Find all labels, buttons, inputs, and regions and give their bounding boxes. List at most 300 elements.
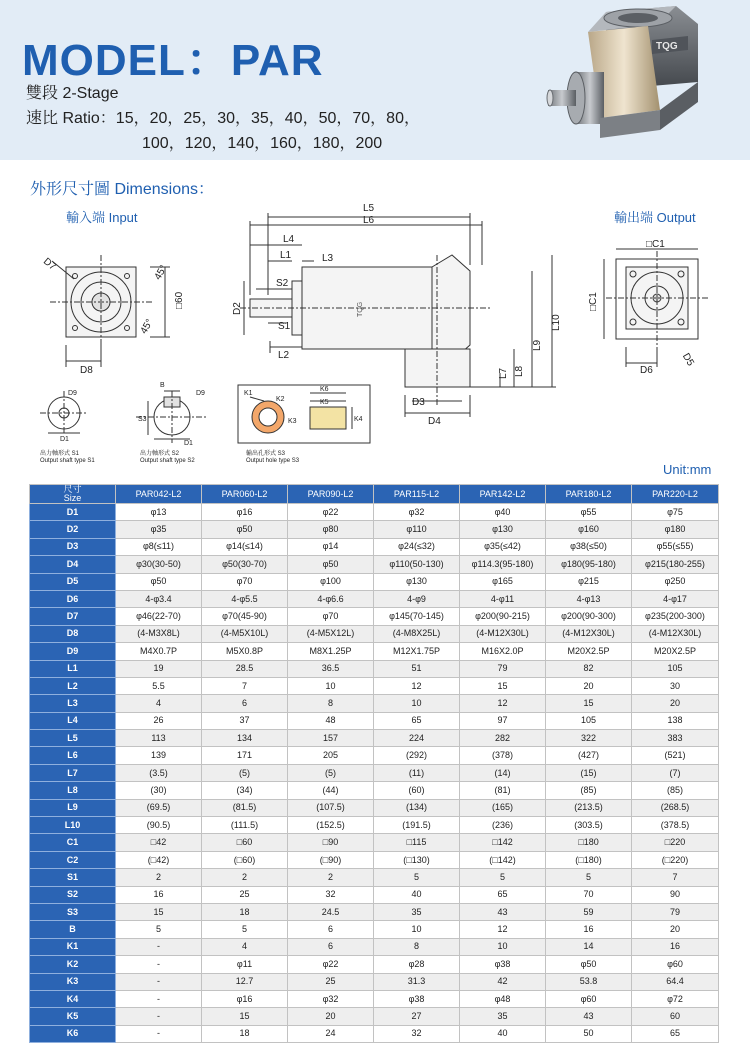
table-cell: (□90) (288, 851, 374, 868)
s3-label-k4: K4 (354, 416, 363, 423)
table-cell: □180 (546, 834, 632, 851)
table-row (30, 504, 719, 521)
table-cell: (□142) (460, 851, 546, 868)
table-cell: φ38 (460, 956, 546, 973)
table-cell: (4-M12X30L) (546, 625, 632, 642)
table-cell: φ32 (288, 990, 374, 1007)
table-cell: 60 (632, 1008, 719, 1025)
row-label: K6 (30, 1025, 116, 1042)
table-cell: (268.5) (632, 799, 719, 816)
table-cell: 79 (460, 660, 546, 677)
table-cell: φ75 (632, 504, 719, 521)
table-cell: - (116, 973, 202, 990)
table-cell: 134 (202, 730, 288, 747)
table-cell: (236) (460, 817, 546, 834)
table-cell: (81) (460, 782, 546, 799)
column-header: PAR115-L2 (374, 485, 460, 504)
dim-label-d7: D7 (40, 256, 58, 273)
table-cell: 30 (632, 677, 719, 694)
s2-caption-en: Output shaft type S2 (140, 458, 195, 464)
table-cell: (15) (546, 764, 632, 781)
table-cell: 139 (116, 747, 202, 764)
s2-label-s3: S3 (138, 416, 147, 423)
table-cell: (4-M12X30L) (460, 625, 546, 642)
table-cell: φ55 (546, 504, 632, 521)
row-label: C1 (30, 834, 116, 851)
table-cell: 171 (202, 747, 288, 764)
dim-label-d3: D3 (412, 397, 425, 408)
table-row (30, 886, 719, 903)
table-cell: 4-φ13 (546, 590, 632, 607)
table-cell: φ22 (288, 504, 374, 521)
table-cell: 18 (202, 903, 288, 920)
table-cell: φ30(30-50) (116, 556, 202, 573)
table-cell: 7 (632, 869, 719, 886)
table-cell: □42 (116, 834, 202, 851)
table-cell: (4-M8X25L) (374, 625, 460, 642)
table-cell: 65 (374, 712, 460, 729)
table-cell: 20 (632, 921, 719, 938)
table-cell: 43 (546, 1008, 632, 1025)
table-cell: 36.5 (288, 660, 374, 677)
table-cell: (90.5) (116, 817, 202, 834)
table-cell: 7 (202, 677, 288, 694)
row-label: K2 (30, 956, 116, 973)
table-cell: φ100 (288, 573, 374, 590)
table-cell: φ130 (460, 521, 546, 538)
row-label: L6 (30, 747, 116, 764)
dim-label-d2: D2 (232, 302, 243, 315)
dimensions-title: 外形尺寸圖 Dimensions： (30, 181, 215, 198)
table-row (30, 921, 719, 938)
shaft-type-s1 (40, 391, 88, 435)
table-cell: (191.5) (374, 817, 460, 834)
row-label: L4 (30, 712, 116, 729)
input-flange-view (50, 255, 170, 367)
table-cell: □142 (460, 834, 546, 851)
dim-label-s1: S1 (278, 321, 291, 332)
dim-label-l6: L6 (363, 215, 375, 226)
table-cell: 4-φ17 (632, 590, 719, 607)
table-cell: φ250 (632, 573, 719, 590)
table-cell: φ180(95-180) (546, 556, 632, 573)
table-cell: 5 (460, 869, 546, 886)
table-cell: 65 (632, 1025, 719, 1042)
table-body (30, 504, 719, 1043)
table-cell: 15 (202, 1008, 288, 1025)
table-cell: (4-M12X30L) (632, 625, 719, 642)
table-cell: 43 (460, 903, 546, 920)
dim-label-d5: D5 (679, 351, 696, 369)
table-cell: φ70 (202, 573, 288, 590)
table-cell: □90 (288, 834, 374, 851)
column-header: PAR060-L2 (202, 485, 288, 504)
row-label: L8 (30, 782, 116, 799)
table-cell: φ22 (288, 956, 374, 973)
table-cell: 12 (374, 677, 460, 694)
table-cell: 79 (632, 903, 719, 920)
shaft-type-s2 (136, 391, 208, 443)
table-cell: (427) (546, 747, 632, 764)
table-cell: M20X2.5P (632, 643, 719, 660)
table-cell: 18 (202, 1025, 288, 1042)
table-cell: 113 (116, 730, 202, 747)
table-cell: φ215(180-255) (632, 556, 719, 573)
table-cell: 224 (374, 730, 460, 747)
table-cell: (81.5) (202, 799, 288, 816)
table-cell: (□220) (632, 851, 719, 868)
table-cell: φ110(50-130) (374, 556, 460, 573)
table-cell: (3.5) (116, 764, 202, 781)
table-cell: (4-M3X8L) (116, 625, 202, 642)
row-label: S2 (30, 886, 116, 903)
table-row (30, 556, 719, 573)
table-cell: (292) (374, 747, 460, 764)
table-cell: 14 (546, 938, 632, 955)
corner-top: 尺寸 (63, 484, 82, 494)
table-row (30, 851, 719, 868)
table-cell: φ70(45-90) (202, 608, 288, 625)
table-cell: 20 (632, 695, 719, 712)
table-corner-cell (30, 485, 116, 504)
table-cell: φ200(90-300) (546, 608, 632, 625)
table-cell: M12X1.75P (374, 643, 460, 660)
table-cell: M4X0.7P (116, 643, 202, 660)
dim-label-l7: L7 (498, 367, 509, 379)
table-cell: 4-φ6.6 (288, 590, 374, 607)
table-cell: 10 (374, 695, 460, 712)
row-label: L2 (30, 677, 116, 694)
table-cell: (44) (288, 782, 374, 799)
table-cell: (4-M5X10L) (202, 625, 288, 642)
table-cell: (165) (460, 799, 546, 816)
table-cell: 4 (116, 695, 202, 712)
table-cell: 6 (288, 921, 374, 938)
table-cell: 12.7 (202, 973, 288, 990)
table-cell: 5 (202, 921, 288, 938)
output-end-label: 輸出端 Output (614, 210, 696, 225)
table-cell: 26 (116, 712, 202, 729)
table-cell: φ14(≤14) (202, 538, 288, 555)
table-row (30, 764, 719, 781)
table-cell: 10 (374, 921, 460, 938)
output-flange-view (604, 249, 708, 367)
table-cell: 15 (460, 677, 546, 694)
table-cell: 12 (460, 921, 546, 938)
s1-caption-en: Output shaft type S1 (40, 458, 95, 464)
table-cell: 20 (288, 1008, 374, 1025)
table-cell: 15 (116, 903, 202, 920)
table-cell: (69.5) (116, 799, 202, 816)
s1-label-d9: D9 (68, 390, 77, 397)
table-cell: 4-φ9 (374, 590, 460, 607)
table-cell: □60 (202, 834, 288, 851)
table-cell: 16 (546, 921, 632, 938)
table-cell: 50 (546, 1025, 632, 1042)
table-cell: 40 (374, 886, 460, 903)
column-header: PAR180-L2 (546, 485, 632, 504)
row-label: K4 (30, 990, 116, 1007)
table-cell: 282 (460, 730, 546, 747)
table-cell: 15 (546, 695, 632, 712)
table-cell: 64.4 (632, 973, 719, 990)
table-cell: 70 (546, 886, 632, 903)
table-cell: □220 (632, 834, 719, 851)
table-cell: φ16 (202, 990, 288, 1007)
table-row (30, 730, 719, 747)
table-cell: (85) (546, 782, 632, 799)
dimension-drawing (0, 195, 750, 464)
table-cell: 16 (632, 938, 719, 955)
table-cell: 37 (202, 712, 288, 729)
table-cell: φ160 (546, 521, 632, 538)
table-cell: (5) (202, 764, 288, 781)
table-row (30, 695, 719, 712)
hole-type-s3 (238, 385, 370, 443)
table-cell: 28.5 (202, 660, 288, 677)
table-cell: (34) (202, 782, 288, 799)
table-cell: 20 (546, 677, 632, 694)
row-label: L5 (30, 730, 116, 747)
table-cell: M16X2.0P (460, 643, 546, 660)
table-cell: 383 (632, 730, 719, 747)
table-cell: φ50 (202, 521, 288, 538)
dim-label-l4: L4 (283, 234, 295, 245)
ratio-line-2: 100，120，140，160，180，200 (142, 135, 383, 152)
row-label: D6 (30, 590, 116, 607)
table-cell: φ13 (116, 504, 202, 521)
column-header: PAR042-L2 (116, 485, 202, 504)
table-cell: 205 (288, 747, 374, 764)
table-cell: 53.8 (546, 973, 632, 990)
input-end-label: 輸入端 Input (66, 210, 138, 225)
table-cell: (107.5) (288, 799, 374, 816)
table-cell: φ215 (546, 573, 632, 590)
side-view-body-mark: TQG (357, 301, 364, 317)
table-row (30, 521, 719, 538)
table-cell: 2 (288, 869, 374, 886)
table-cell: φ60 (632, 956, 719, 973)
table-row (30, 573, 719, 590)
table-cell: □115 (374, 834, 460, 851)
table-cell: 5 (374, 869, 460, 886)
table-row (30, 712, 719, 729)
table-cell: (111.5) (202, 817, 288, 834)
column-header: PAR142-L2 (460, 485, 546, 504)
s2-caption-cn: 出力軸形式 S2 (140, 451, 180, 457)
table-cell: φ16 (202, 504, 288, 521)
table-row (30, 608, 719, 625)
dim-label-c60: □60 (174, 291, 185, 309)
table-cell: φ55(≤55) (632, 538, 719, 555)
row-label: K3 (30, 973, 116, 990)
table-cell: 157 (288, 730, 374, 747)
table-cell: M8X1.25P (288, 643, 374, 660)
table-cell: (14) (460, 764, 546, 781)
table-cell: 10 (288, 677, 374, 694)
table-cell: (□42) (116, 851, 202, 868)
table-cell: 2 (116, 869, 202, 886)
table-cell: 4-φ11 (460, 590, 546, 607)
table-cell: 90 (632, 886, 719, 903)
table-cell: (60) (374, 782, 460, 799)
table-cell: 322 (546, 730, 632, 747)
table-cell: 138 (632, 712, 719, 729)
unit-label: Unit:mm (663, 462, 712, 477)
table-cell: φ60 (546, 990, 632, 1007)
table-cell: 51 (374, 660, 460, 677)
s3-caption-cn: 輸出孔形式 S3 (246, 451, 286, 457)
table-row (30, 817, 719, 834)
table-cell: 31.3 (374, 973, 460, 990)
row-label: L10 (30, 817, 116, 834)
table-row (30, 677, 719, 694)
row-label: D7 (30, 608, 116, 625)
s2-label-d1: D1 (184, 440, 193, 447)
table-cell: φ11 (202, 956, 288, 973)
table-cell: 4-φ3.4 (116, 590, 202, 607)
table-cell: (□130) (374, 851, 460, 868)
table-cell: φ32 (374, 504, 460, 521)
table-cell: φ50 (546, 956, 632, 973)
table-cell: - (116, 1025, 202, 1042)
dim-label-l1: L1 (280, 250, 292, 261)
dim-label-d8: D8 (80, 365, 93, 376)
dim-label-l10: L10 (551, 314, 562, 331)
table-cell: φ110 (374, 521, 460, 538)
table-cell: φ28 (374, 956, 460, 973)
row-label: S1 (30, 869, 116, 886)
table-row (30, 538, 719, 555)
table-cell: φ46(22-70) (116, 608, 202, 625)
table-cell: 4 (202, 938, 288, 955)
table-cell: M5X0.8P (202, 643, 288, 660)
row-label: S3 (30, 903, 116, 920)
table-cell: φ80 (288, 521, 374, 538)
table-cell: 25 (288, 973, 374, 990)
corner-bottom: Size (63, 493, 82, 503)
dim-label-l3: L3 (322, 253, 334, 264)
table-row (30, 660, 719, 677)
table-cell: (5) (288, 764, 374, 781)
dim-label-l2: L2 (278, 350, 290, 361)
table-cell: φ50 (116, 573, 202, 590)
dim-label-l9: L9 (532, 339, 543, 351)
s1-caption-cn: 出力軸形式 S1 (40, 451, 80, 457)
table-cell: 25 (202, 886, 288, 903)
s2-label-b: B (160, 382, 165, 389)
table-cell: 32 (288, 886, 374, 903)
table-cell: 12 (460, 695, 546, 712)
table-cell: φ72 (632, 990, 719, 1007)
dim-label-c1-top: □C1 (646, 239, 665, 250)
row-label: D9 (30, 643, 116, 660)
table-cell: 105 (546, 712, 632, 729)
s3-caption-en: Output hole type S3 (246, 458, 300, 464)
row-label: K5 (30, 1008, 116, 1025)
table-cell: - (116, 938, 202, 955)
table-cell: - (116, 990, 202, 1007)
table-cell: (11) (374, 764, 460, 781)
table-row (30, 625, 719, 642)
table-cell: 2 (202, 869, 288, 886)
row-label: L3 (30, 695, 116, 712)
table-cell: 5.5 (116, 677, 202, 694)
table-cell: 40 (460, 1025, 546, 1042)
model-title: MODEL：PAR (22, 36, 324, 85)
table-cell: φ165 (460, 573, 546, 590)
s3-label-k6: K6 (320, 386, 329, 393)
s3-label-k5: K5 (320, 399, 329, 406)
table-row (30, 869, 719, 886)
table-cell: 10 (460, 938, 546, 955)
table-cell: φ50(30-70) (202, 556, 288, 573)
table-cell: (134) (374, 799, 460, 816)
table-cell: φ235(200-300) (632, 608, 719, 625)
gearbox-product-image (548, 2, 748, 160)
stage-text: 雙段 2-Stage (26, 85, 119, 102)
table-cell: φ48 (460, 990, 546, 1007)
dim-label-45a: 45° (152, 263, 170, 282)
table-cell: 27 (374, 1008, 460, 1025)
table-cell: 16 (116, 886, 202, 903)
table-cell: φ14 (288, 538, 374, 555)
table-row (30, 782, 719, 799)
s1-label-d1: D1 (60, 436, 69, 443)
table-row (30, 1025, 719, 1042)
table-header-row (30, 485, 719, 504)
dim-label-d4: D4 (428, 416, 441, 427)
s3-label-k3: K3 (288, 418, 297, 425)
row-label: L7 (30, 764, 116, 781)
table-cell: (213.5) (546, 799, 632, 816)
table-row (30, 938, 719, 955)
table-cell: - (116, 1008, 202, 1025)
table-cell: (303.5) (546, 817, 632, 834)
table-cell: 24.5 (288, 903, 374, 920)
table-cell: φ8(≤11) (116, 538, 202, 555)
table-cell: - (116, 956, 202, 973)
dim-label-l5: L5 (363, 203, 375, 214)
row-label: D4 (30, 556, 116, 573)
table-cell: (378) (460, 747, 546, 764)
row-label: L9 (30, 799, 116, 816)
table-cell: 8 (374, 938, 460, 955)
column-header: PAR090-L2 (288, 485, 374, 504)
table-cell: φ38(≤50) (546, 538, 632, 555)
table-row (30, 834, 719, 851)
row-label: B (30, 921, 116, 938)
table-row (30, 956, 719, 973)
table-row (30, 799, 719, 816)
dim-label-d6: D6 (640, 365, 653, 376)
table-row (30, 1008, 719, 1025)
table-cell: (□180) (546, 851, 632, 868)
row-label: K1 (30, 938, 116, 955)
table-cell: φ35 (116, 521, 202, 538)
table-row (30, 903, 719, 920)
table-cell: 35 (460, 1008, 546, 1025)
table-cell: (521) (632, 747, 719, 764)
table-cell: 4-φ5.5 (202, 590, 288, 607)
table-cell: 35 (374, 903, 460, 920)
row-label: D8 (30, 625, 116, 642)
table-cell: φ180 (632, 521, 719, 538)
table-cell: 19 (116, 660, 202, 677)
table-cell: 48 (288, 712, 374, 729)
product-logo: TQG (656, 41, 678, 52)
table-cell: φ50 (288, 556, 374, 573)
